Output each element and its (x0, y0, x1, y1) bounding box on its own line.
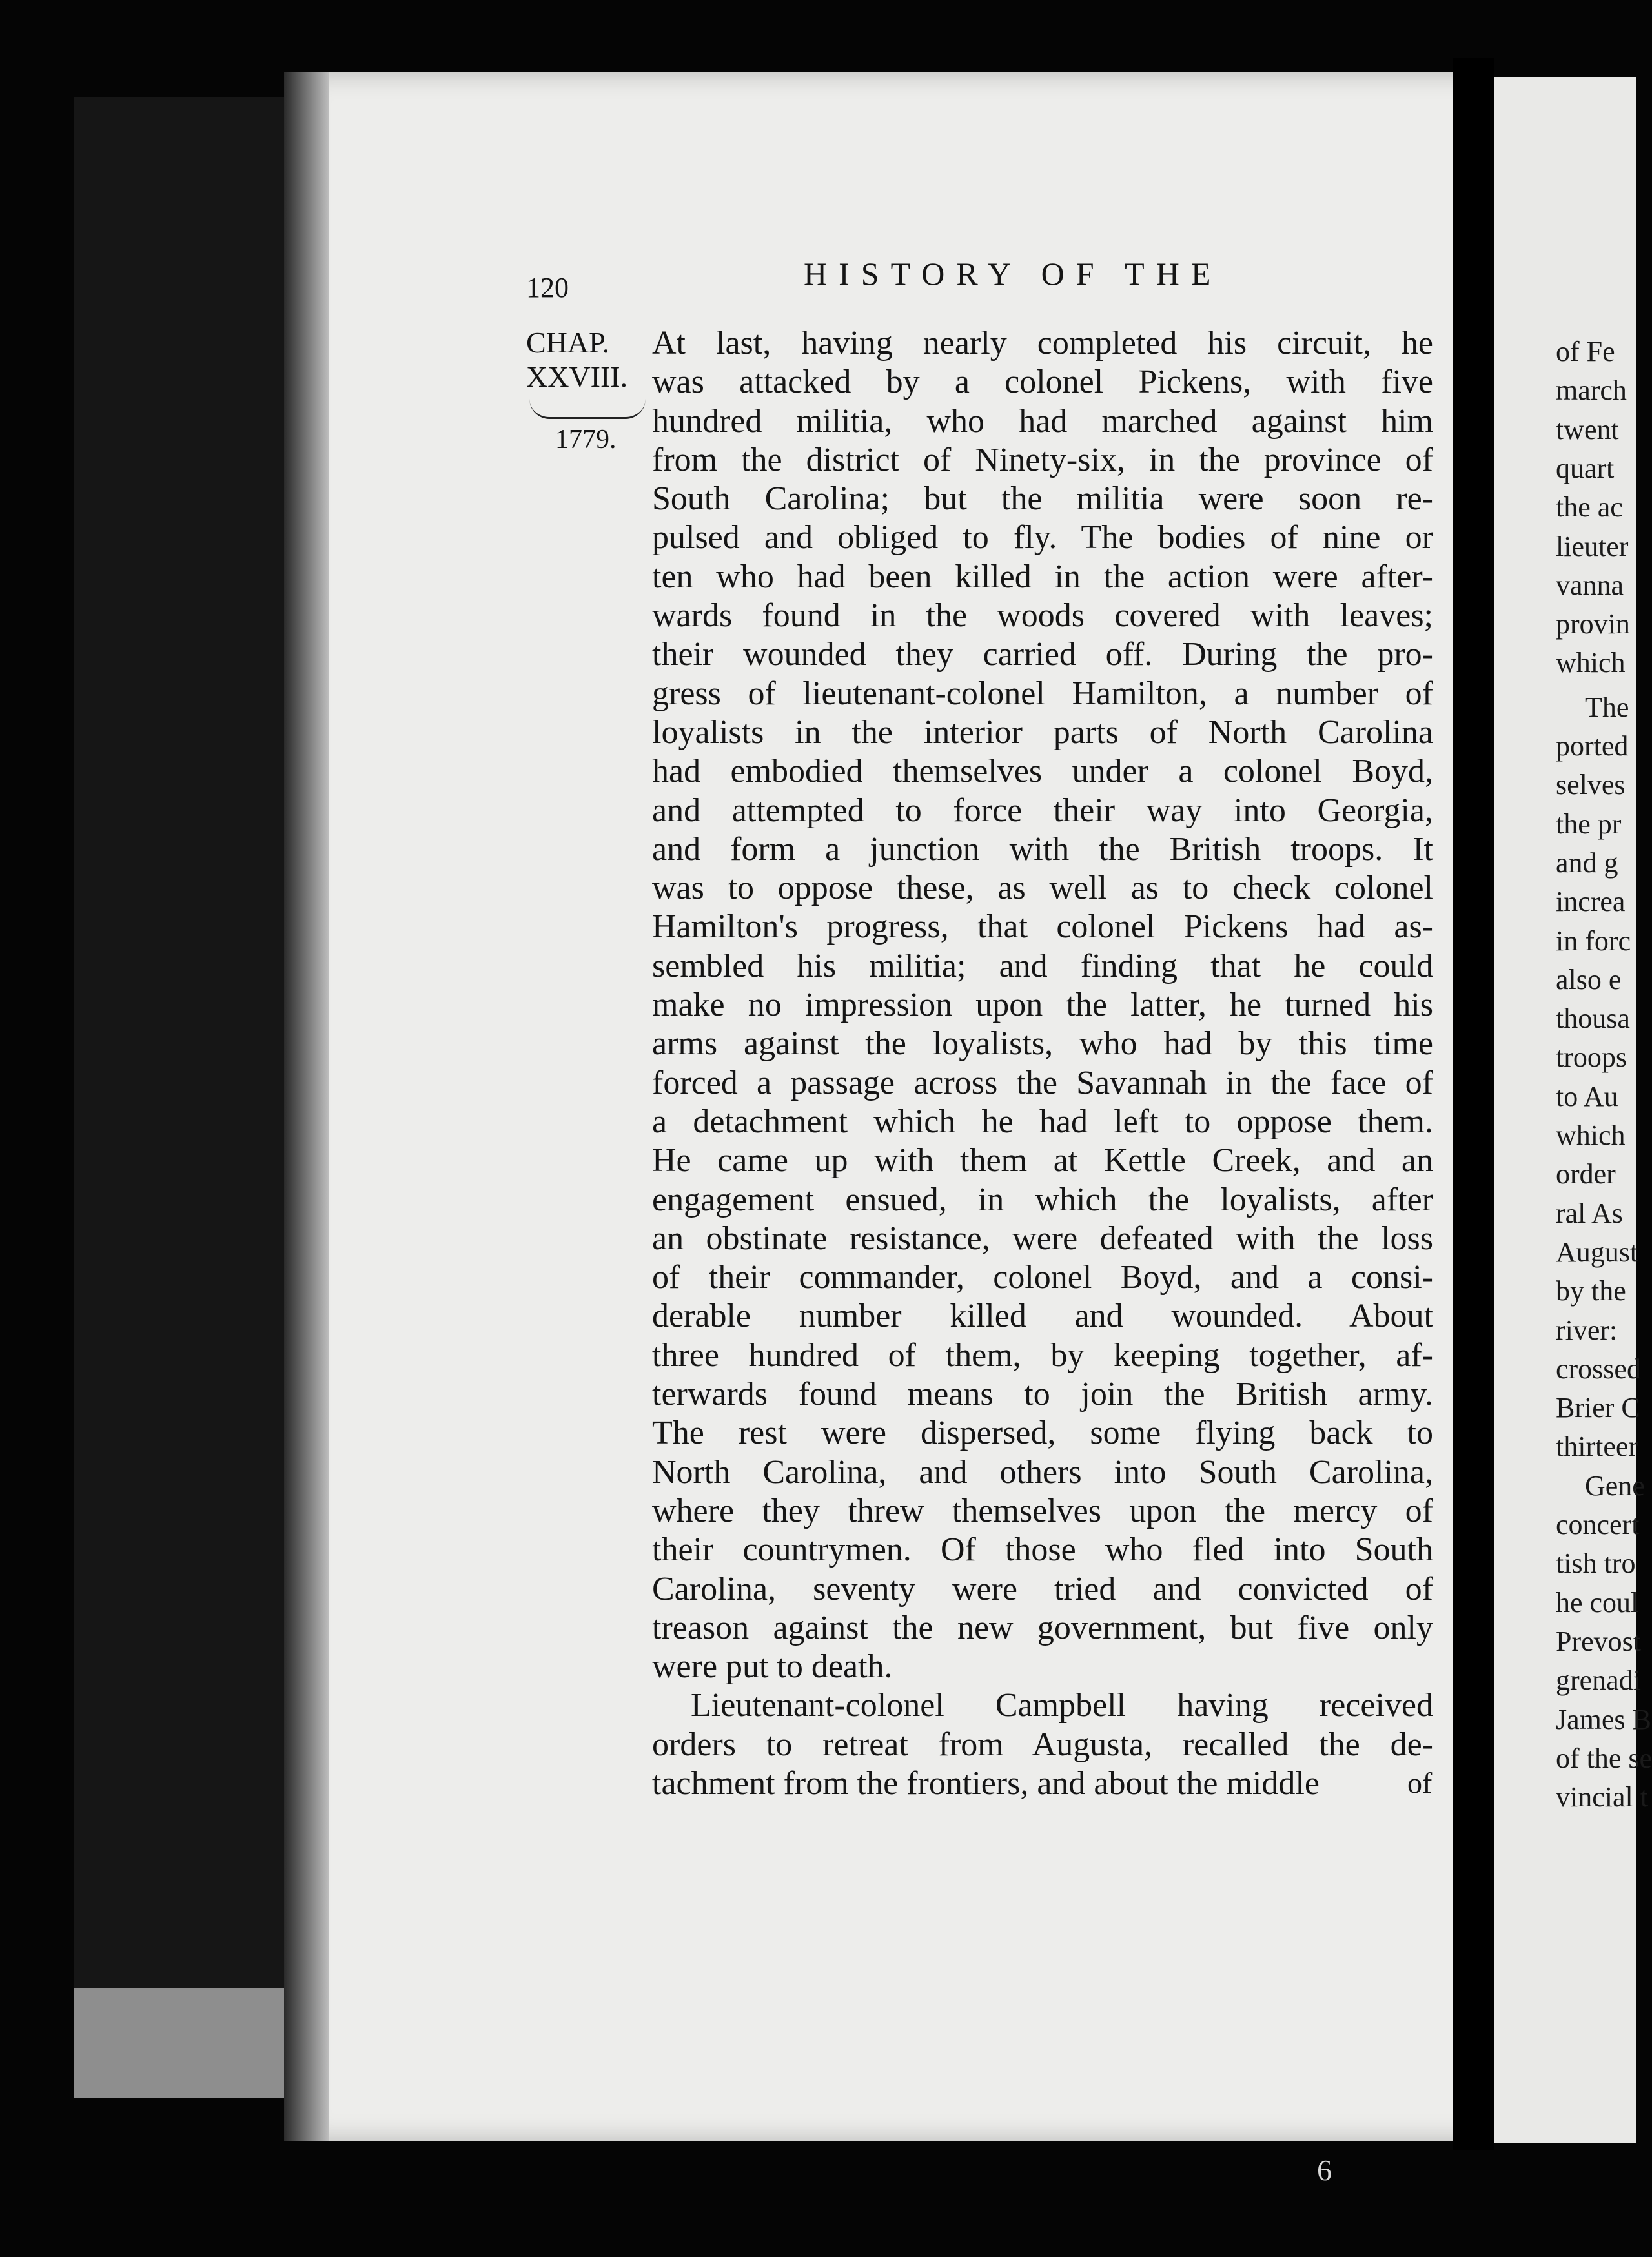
text-line: engagement ensued, in which the loyalists, after (652, 1181, 1433, 1218)
facing-page-line: August (1556, 1236, 1638, 1268)
facing-page-line: quart (1556, 452, 1615, 484)
text-line: and form a junction with the British troops. It (652, 830, 1433, 868)
facing-page-line: The (1585, 691, 1629, 723)
facing-page-line: also e (1556, 963, 1622, 996)
text-line: was to oppose these, as well as to check colonel (652, 870, 1433, 907)
facing-page-line: Brier C (1556, 1392, 1640, 1424)
facing-page-line: order (1556, 1158, 1616, 1190)
catchword: of (1407, 1766, 1433, 1799)
page-number: 120 (526, 272, 569, 303)
text-line: a detachment which he had left to oppose them. (652, 1103, 1433, 1140)
facing-page-line: river: (1556, 1314, 1618, 1346)
text-line: their countrymen. Of those who fled into South (652, 1531, 1433, 1569)
book-spine (1453, 58, 1494, 2150)
text-line: wards found in the woods covered with leaves; (652, 597, 1433, 635)
facing-page-line: crossed (1556, 1353, 1641, 1385)
text-line: was attacked by a colonel Pickens, with five (652, 363, 1433, 401)
text-line: Hamilton's progress, that colonel Pickens had as- (652, 908, 1433, 946)
text-line: At last, having nearly completed his circuit, he (652, 325, 1433, 362)
margin-year: 1779. (555, 425, 617, 454)
facing-page-line: increa (1556, 886, 1626, 918)
text-line: sembled his militia; and finding that he could (652, 947, 1433, 985)
facing-page-line: twent (1556, 413, 1619, 445)
text-line: an obstinate resistance, were defeated with the loss (652, 1220, 1433, 1257)
facing-page-line: grenadi (1556, 1664, 1641, 1697)
facing-page-line: and g (1556, 846, 1618, 879)
text-line: where they threw themselves upon the mercy of (652, 1492, 1433, 1529)
facing-page-line: lieuter (1556, 530, 1629, 562)
text-line: of their commander, colonel Boyd, and a consi- (652, 1259, 1433, 1296)
margin-chapter-label: CHAP. (526, 326, 610, 359)
facing-page-line: the pr (1556, 808, 1622, 840)
facing-page (1494, 77, 1652, 2143)
facing-page-line: the ac (1556, 491, 1623, 524)
text-line: forced a passage across the Savannah in the face of (652, 1064, 1433, 1101)
facing-page-line: which (1556, 1119, 1626, 1151)
text-line: their wounded they carried off. During the pro- (652, 636, 1433, 673)
binding-gutter (74, 97, 300, 2092)
facing-page-line: in forc (1556, 924, 1631, 957)
text-line: hundred militia, who had marched against him (652, 402, 1433, 440)
facing-page-line: tish tro (1556, 1547, 1636, 1580)
page-curl-edge (284, 72, 329, 2141)
facing-page-line: vincial t (1556, 1781, 1648, 1813)
text-line: The rest were dispersed, some flying back to (652, 1414, 1433, 1452)
facing-page-line: troops (1556, 1041, 1627, 1074)
page-edge-shadow (74, 1988, 320, 2098)
facing-page-line: vanna (1556, 569, 1624, 601)
text-line: Lieutenant-colonel Campbell having received (691, 1687, 1433, 1724)
scan-mark: 6 (1317, 2154, 1332, 2187)
text-line: loyalists in the interior parts of North Carolina (652, 713, 1433, 751)
text-line: ten who had been killed in the action were after- (652, 558, 1433, 595)
text-line: derable number killed and wounded. About (652, 1298, 1433, 1335)
running-header: HISTORY OF THE (804, 256, 1223, 292)
body-text (652, 324, 1433, 1803)
facing-page-line: ral As (1556, 1197, 1623, 1229)
facing-page-line: Gene (1585, 1469, 1645, 1502)
text-line: He came up with them at Kettle Creek, and an (652, 1142, 1433, 1180)
text-line: and attempted to force their way into Georgia, (652, 791, 1433, 829)
text-line: gress of lieutenant-colonel Hamilton, a number of (652, 675, 1433, 712)
facing-page-line: thousa (1556, 1003, 1630, 1035)
facing-page-line: of Fe (1556, 336, 1615, 367)
text-line: Carolina, seventy were tried and convicted of (652, 1570, 1433, 1608)
facing-page-line: by the (1556, 1275, 1626, 1307)
facing-page-line: he coul (1556, 1586, 1639, 1619)
text-line: from the district of Ninety-six, in the province of (652, 441, 1433, 478)
facing-page-line: selves (1556, 769, 1626, 801)
text-line: South Carolina; but the militia were soon re- (652, 480, 1433, 518)
text-line: had embodied themselves under a colonel Boyd, (652, 753, 1433, 790)
facing-page-line: Prevost (1556, 1625, 1641, 1657)
text-line: three hundred of them, by keeping together, af- (652, 1336, 1433, 1374)
text-line: orders to retreat from Augusta, recalled the de- (652, 1726, 1433, 1763)
text-line: treason against the new government, but five only (652, 1609, 1433, 1646)
text-line: tachment from the frontiers, and about the middle (652, 1764, 1320, 1802)
text-line: terwards found means to join the British army. (652, 1376, 1433, 1413)
text-line: pulsed and obliged to fly. The bodies of nine or (652, 519, 1433, 557)
facing-page-line: concert (1556, 1509, 1640, 1540)
margin-chapter-number: XXVIII. (526, 360, 628, 393)
text-line: were put to death. (652, 1648, 893, 1686)
text-line: arms against the loyalists, who had by this time (652, 1025, 1433, 1063)
facing-page-line: of the se (1556, 1742, 1652, 1774)
margin-brace (529, 399, 646, 419)
facing-page-line: ported (1556, 730, 1629, 762)
text-line: make no impression upon the latter, he turned his (652, 986, 1433, 1024)
facing-page-line: James B (1556, 1703, 1651, 1735)
facing-page-line: thirteer (1556, 1431, 1638, 1463)
text-line: North Carolina, and others into South Carolina, (652, 1453, 1433, 1491)
facing-page-line: which (1556, 647, 1626, 679)
facing-page-line: to Au (1556, 1080, 1618, 1112)
facing-page-line: march (1556, 374, 1627, 407)
facing-page-line: provin (1556, 608, 1630, 640)
